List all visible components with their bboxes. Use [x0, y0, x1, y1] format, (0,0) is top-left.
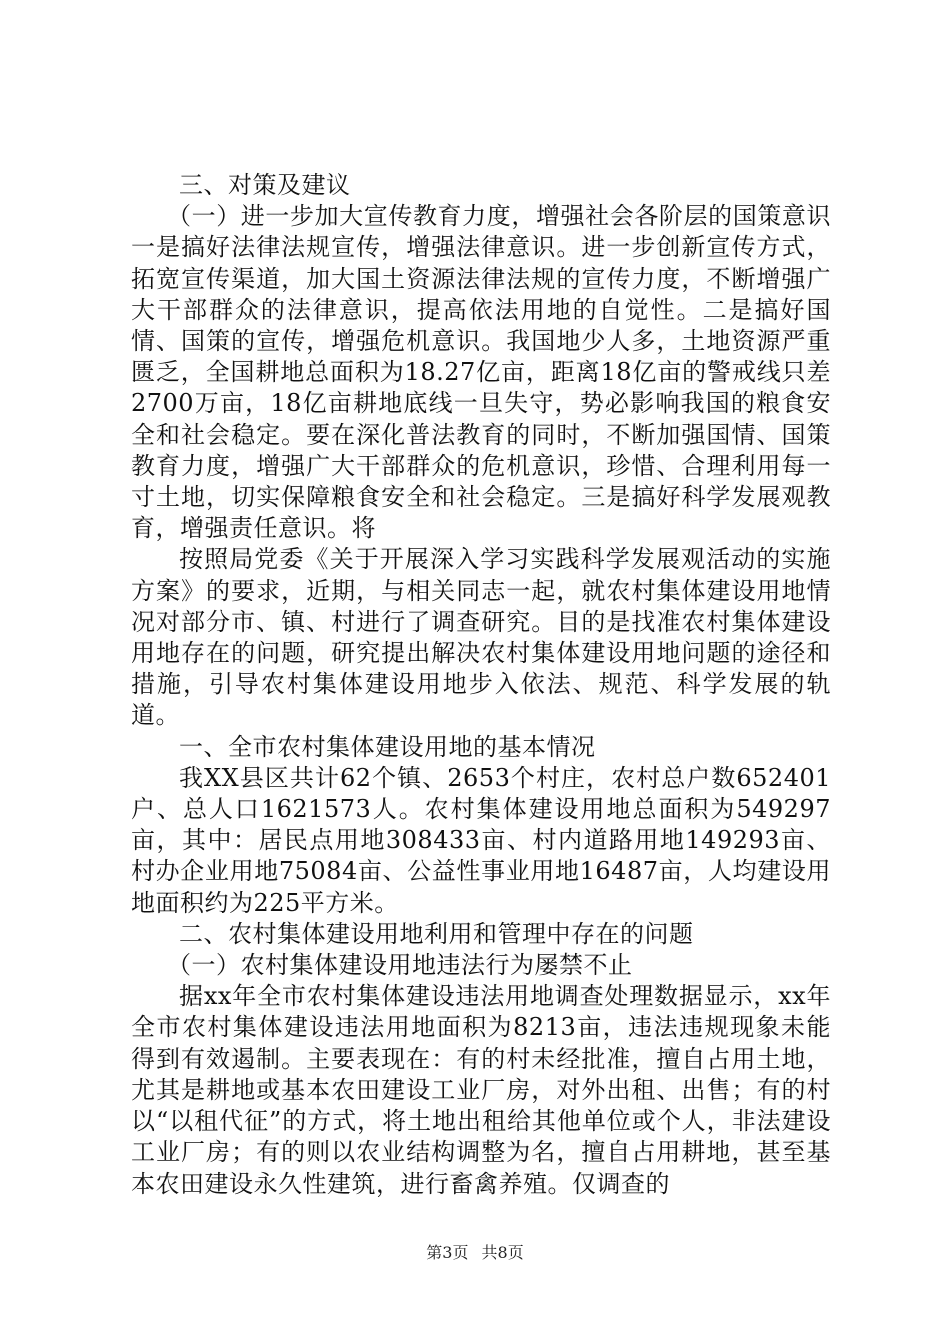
- page-number: 第3页: [426, 1243, 469, 1262]
- section-heading-problems: 二、农村集体建设用地利用和管理中存在的问题: [179, 919, 694, 948]
- body-paragraph-statistics: 我XX县区共计62个镇、2653个村庄，农村总户数652401户、总人口1621573人。农村集体建设用地总面积为549297亩，其中：居民点用地308433亩、村内道路用地149293亩、村办企业用地75084亩、公益性事业用地16487亩，人均建设用地面积约为225平方米。: [131, 763, 831, 917]
- section-heading-countermeasures: 三、对策及建议: [179, 171, 351, 199]
- body-paragraph-research-intro: 按照局党委《关于开展深入学习实践科学发展观活动的实施方案》的要求，近期，与相关同志一起，就农村集体建设用地情况对部分市、镇、村进行了调查研究。目的是找准农村集体建设用地存在的问题，研究提出解决农村集体建设用地问题的途径和措施，引导农村集体建设用地步入依法、规范、科学发展的轨道。: [131, 545, 831, 730]
- page-footer: [0, 1243, 950, 1263]
- page-total: 共8页: [481, 1243, 524, 1262]
- body-paragraph-violations: 据xx年全市农村集体建设违法用地调查处理数据显示，xx年全市农村集体建设违法用地面积为8213亩，违法违规现象未能得到有效遏制。主要表现在：有的村未经批准，擅自占用土地，尤其是耕地或基本农田建设工业厂房，对外出租、出售；有的村以“以租代征”的方式，将土地出租给其他单位或个人，非法建设工业厂房；有的则以农业结构调整为名，擅自占用耕地，甚至基本农田建设永久性建筑，进行畜禽养殖。仅调查的: [131, 982, 831, 1198]
- body-paragraph-publicity: （一）进一步加大宣传教育力度，增强社会各阶层的国策意识一是搞好法律法规宣传，增强法律意识。进一步创新宣传方式，拓宽宣传渠道，加大国土资源法律法规的宣传力度，不断增强广大干部群众的法律意识，提高依法用地的自觉性。二是搞好国情、国策的宣传，增强危机意识。我国地少人多，土地资源严重匮乏，全国耕地总面积为18.27亿亩，距离18亿亩的警戒线只差2700万亩，18亿亩耕地底线一旦失守，势必影响我国的粮食安全和社会稳定。要在深化普法教育的同时，不断加强国情、国策教育力度，增强广大干部群众的危机意识，珍惜、合理利用每一寸土地，切实保障粮食安全和社会稳定。三是搞好科学发展观教育，增强责任意识。将: [131, 202, 831, 543]
- document-body: [131, 170, 831, 1200]
- section-heading-basic-situation: 一、全市农村集体建设用地的基本情况: [179, 732, 596, 761]
- subsection-heading-violations: （一）农村集体建设用地违法行为屡禁不止: [167, 951, 633, 980]
